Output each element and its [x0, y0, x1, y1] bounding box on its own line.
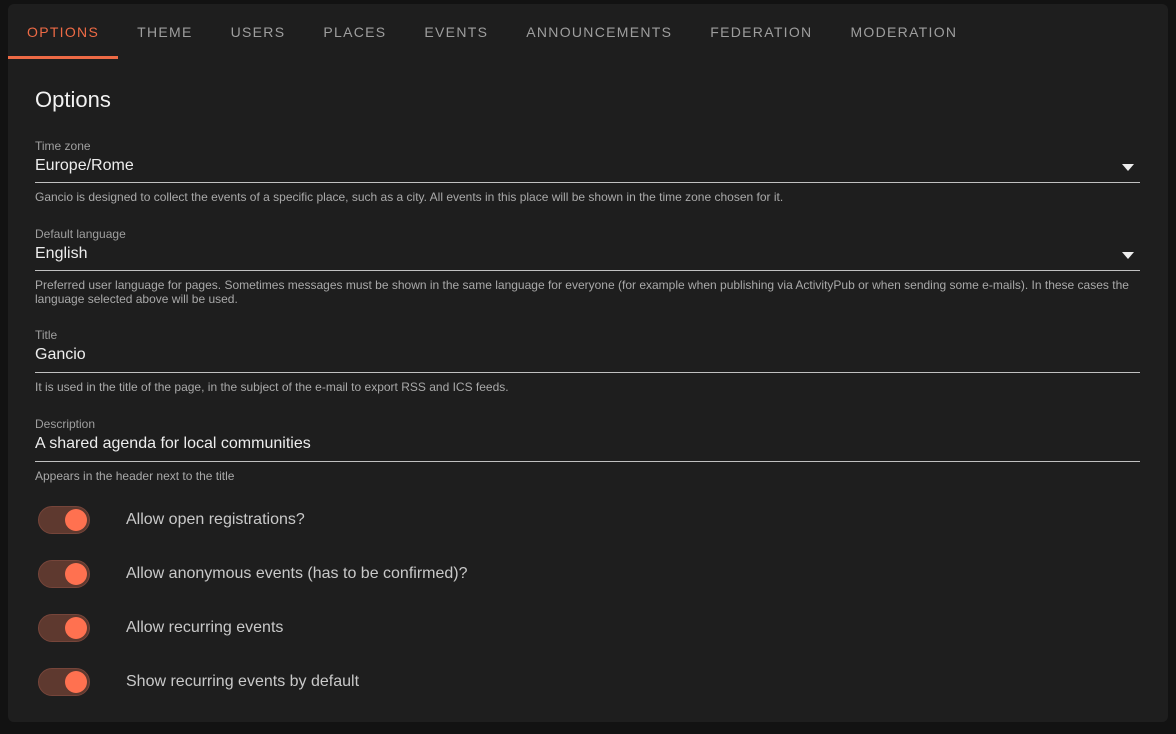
page-title: Options [35, 87, 111, 112]
tab-places[interactable]: PLACES [304, 4, 405, 59]
language-select[interactable] [35, 245, 1140, 271]
timezone-select[interactable] [35, 157, 1140, 183]
open-registrations-toggle[interactable] [38, 506, 90, 534]
tab-events[interactable]: EVENTS [405, 4, 507, 59]
language-value: English [35, 244, 88, 262]
tab-moderation[interactable]: MODERATION [831, 4, 976, 59]
timezone-hint: Gancio is designed to collect the events of a specific place, such as a city. All events in this place will be shown in the time zone chosen for it. [35, 190, 784, 204]
description-input[interactable] [35, 435, 1140, 462]
tab-options[interactable]: OPTIONS [8, 4, 118, 59]
admin-tabbar [8, 4, 1168, 59]
title-label: Title [35, 328, 58, 343]
toggle-knob [65, 509, 87, 531]
tab-federation[interactable]: FEDERATION [691, 4, 831, 59]
language-field [35, 227, 1140, 307]
tab-users[interactable]: USERS [212, 4, 305, 59]
caret-down-icon [1122, 252, 1134, 259]
language-hint: Preferred user language for pages. Sometimes messages must be shown in the same language for everyone (for example when publishing via ActivityPub or when sending some e-mails). In these cases the language selected above will be used. [35, 277, 1129, 306]
toggle-knob [65, 617, 87, 639]
timezone-value: Europe/Rome [35, 157, 134, 174]
anonymous-events-toggle[interactable] [38, 560, 90, 588]
tab-announcements[interactable]: ANNOUNCEMENTS [507, 4, 691, 59]
timezone-field [35, 139, 1140, 205]
toggle-knob [65, 671, 87, 693]
recurring-events-row [35, 614, 1140, 642]
open-registrations-label: Allow open registrations? [126, 510, 305, 528]
language-label: Default language [35, 226, 126, 241]
description-hint: Appears in the header next to the title [35, 469, 235, 484]
description-label: Description [35, 417, 96, 432]
title-input[interactable] [35, 346, 1140, 373]
tab-theme[interactable]: THEME [118, 4, 212, 59]
description-field [35, 417, 1140, 484]
anonymous-events-row [35, 560, 1140, 588]
toggle-list [35, 506, 1140, 696]
timezone-label: Time zone [35, 139, 91, 153]
show-recurring-row [35, 668, 1140, 696]
title-hint: It is used in the title of the page, in the subject of the e-mail to export RSS and ICS feeds. [35, 380, 509, 395]
recurring-events-label: Allow recurring events [126, 618, 284, 636]
recurring-events-toggle[interactable] [38, 614, 90, 642]
show-recurring-toggle[interactable] [38, 668, 90, 696]
open-registrations-row [35, 506, 1140, 534]
anonymous-events-label: Allow anonymous events (has to be confirmed)? [126, 564, 468, 582]
show-recurring-label: Show recurring events by default [126, 672, 360, 690]
admin-settings-card [8, 4, 1168, 722]
title-field [35, 328, 1140, 395]
toggle-knob [65, 563, 87, 585]
options-panel [8, 59, 1168, 696]
caret-down-icon [1122, 164, 1134, 171]
